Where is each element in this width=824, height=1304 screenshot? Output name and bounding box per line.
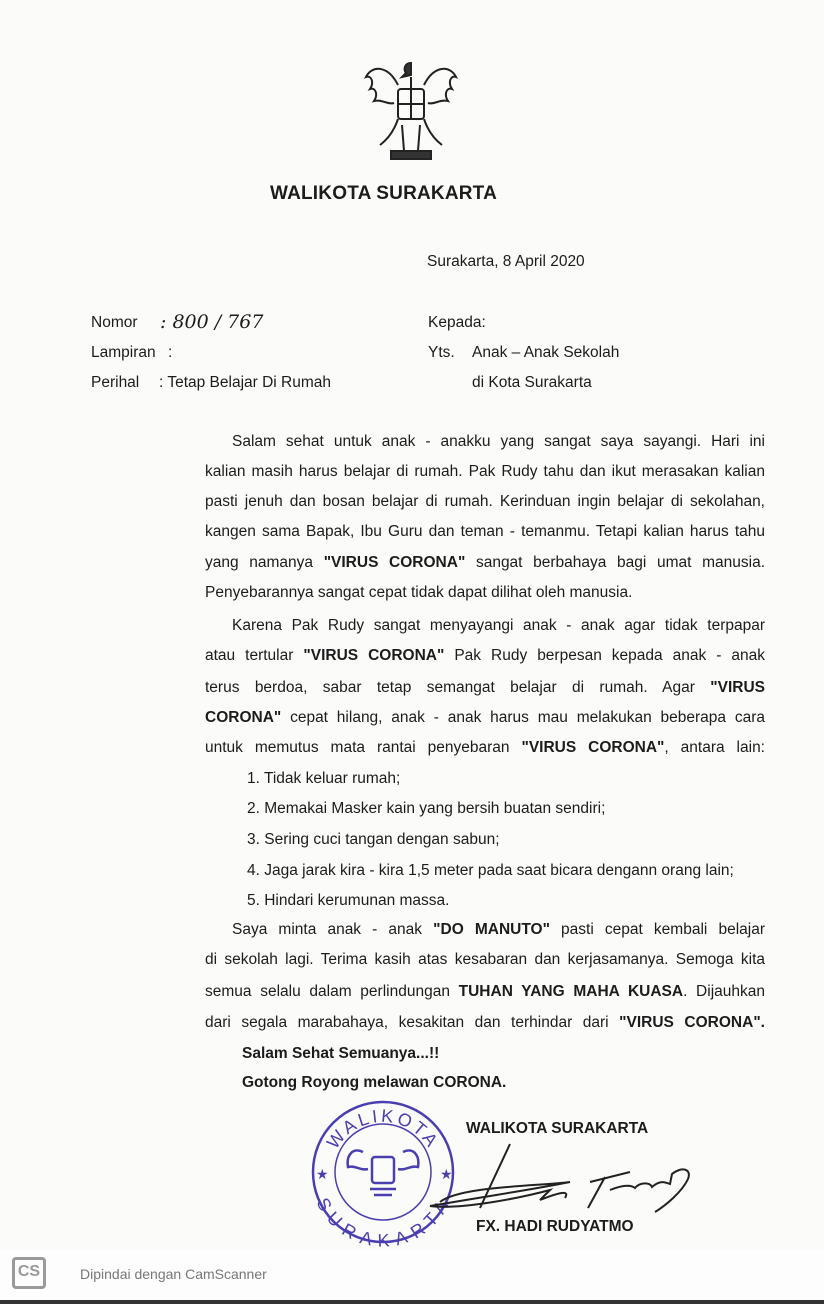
body-line (205, 949, 765, 971)
emphasis-text: CORONA" (205, 709, 282, 726)
signature-title: WALIKOTA SURAKARTA (466, 1120, 649, 1137)
text-segment: semua selalu dalam perlindungan (205, 983, 459, 1000)
text-segment: Salam sehat untuk anak - anakku yang sangat saya sayangi. Hari ini (232, 433, 765, 450)
text-segment: 5. Hindari kerumunan massa. (247, 892, 450, 909)
text-segment: pasti jenuh dan bosan belajar di rumah. Kerinduan ingin belajar di sekolahan, (205, 493, 765, 510)
garuda-emblem-icon (358, 55, 464, 167)
text-segment: atau tertular (205, 647, 304, 664)
body-line (205, 582, 632, 604)
text-segment: Salam Sehat Semuanya...!! (242, 1045, 440, 1062)
scanner-footer (0, 1250, 824, 1304)
letterhead-title: WALIKOTA SURAKARTA (270, 183, 497, 204)
text-segment: kangen sama Bapak, Ibu Guru dan teman - temanmu. Tetapi kalian harus tahu (205, 523, 765, 540)
camscanner-logo-icon: CS (12, 1257, 46, 1289)
text-segment: pasti cepat kembali belajar (549, 921, 765, 938)
emphasis-text: "VIRUS (710, 679, 765, 696)
perihal-label: Perihal (91, 374, 140, 391)
stamp-bottom-text: SURAKARTA (312, 1194, 454, 1247)
body-line (205, 737, 765, 759)
text-segment: Saya minta anak - anak (232, 921, 434, 938)
body-line (205, 1012, 765, 1034)
body-line (205, 645, 765, 667)
body-line (232, 919, 765, 941)
text-segment: 3. Sering cuci tangan dengan sabun; (247, 831, 500, 848)
camscanner-watermark: Dipindai dengan CamScanner (80, 1266, 267, 1282)
body-line (205, 521, 765, 543)
kepada-label: Kepada: (428, 314, 486, 331)
emphasis-text: "VIRUS CORONA". (619, 1014, 765, 1031)
text-segment: , antara lain: (664, 739, 765, 756)
nomor-label: Nomor (91, 314, 138, 331)
list-item (247, 890, 449, 912)
body-line (205, 677, 765, 699)
list-item (247, 768, 400, 790)
emphasis-text: "VIRUS CORONA" (521, 739, 665, 756)
handwritten-signature (420, 1142, 710, 1214)
list-item (247, 829, 500, 851)
list-item (247, 860, 734, 882)
text-segment: 1. Tidak keluar rumah; (247, 770, 401, 787)
recipient-line-2: di Kota Surakarta (472, 374, 592, 391)
text-segment: kalian masih harus belajar di rumah. Pak Rudy tahu dan ikut merasakan kalian (205, 463, 765, 480)
text-segment: 2. Memakai Masker kain yang bersih buatan sendiri; (247, 800, 606, 817)
closing-line (242, 1072, 506, 1094)
place-date: Surakarta, 8 April 2020 (427, 253, 585, 270)
text-segment: terus berdoa, sabar tetap semangat belajar di rumah. Agar (205, 679, 711, 696)
text-segment: yang namanya (205, 554, 324, 571)
body-line (205, 981, 765, 1003)
emphasis-text: "VIRUS CORONA" (323, 554, 466, 571)
text-segment: untuk memutus mata rantai penyebaran (205, 739, 522, 756)
yts-label: Yts. (428, 344, 455, 361)
text-segment: di sekolah lagi. Terima kasih atas kesabaran dan kerjasamanya. Semoga kita (205, 951, 765, 968)
emphasis-text: "VIRUS CORONA" (303, 647, 445, 664)
svg-text:★: ★ (316, 1166, 329, 1182)
emphasis-text: "DO MANUTO" (433, 921, 550, 938)
text-segment: dari segala marabahaya, kesakitan dan terhindar dari (205, 1014, 620, 1031)
text-segment: cepat hilang, anak - anak harus mau melakukan beberapa cara (281, 709, 765, 726)
emphasis-text: TUHAN YANG MAHA KUASA (458, 983, 684, 1000)
lampiran-value: : (168, 344, 173, 361)
nomor-value: : 800 / 767 (160, 311, 264, 333)
svg-text:★: ★ (440, 1166, 453, 1182)
text-segment: Karena Pak Rudy sangat menyayangi anak - anak agar tidak terpapar (232, 617, 765, 634)
recipient-line-1: Anak – Anak Sekolah (472, 344, 620, 361)
text-segment: . Dijauhkan (683, 983, 765, 1000)
body-line (205, 707, 765, 729)
text-segment: Gotong Royong melawan CORONA. (242, 1074, 507, 1091)
stamp-top-text: WALIKOTA (322, 1105, 444, 1153)
page-edge (0, 1300, 824, 1304)
body-line (232, 431, 765, 453)
text-segment: 4. Jaga jarak kira - kira 1,5 meter pada saat bicara dengann orang lain; (247, 862, 734, 879)
closing-line (242, 1043, 439, 1065)
body-line (205, 491, 765, 513)
body-line (232, 615, 765, 637)
text-segment: Pak Rudy berpesan kepada anak - anak (444, 647, 765, 664)
list-item (247, 798, 605, 820)
lampiran-label: Lampiran (91, 344, 156, 361)
body-line (205, 552, 765, 574)
perihal-value: : Tetap Belajar Di Rumah (159, 374, 332, 391)
text-segment: Penyebarannya sangat cepat tidak dapat dilihat oleh manusia. (205, 584, 633, 601)
text-segment: sangat berbahaya bagi umat manusia. (465, 554, 765, 571)
body-line (205, 461, 765, 483)
signatory-name: FX. HADI RUDYATMO (476, 1218, 634, 1235)
